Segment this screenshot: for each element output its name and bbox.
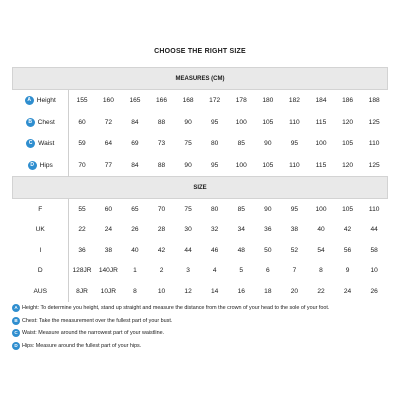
- letter-b-badge-icon: B: [26, 118, 35, 127]
- value-cell: 58: [370, 246, 378, 254]
- value-cell: 59: [78, 140, 86, 148]
- value-cell: 65: [131, 205, 139, 213]
- note-text: Hips: Measure around the fullest part of your hips.: [22, 342, 142, 349]
- value-cell: 40: [317, 226, 325, 234]
- value-cell: 3: [186, 267, 190, 275]
- value-cell: 72: [104, 118, 113, 126]
- note-text: Chest: Take the measurement over the fullest part of your bust.: [22, 317, 173, 324]
- value-cell: 20: [290, 287, 299, 295]
- value-cell: 115: [315, 161, 327, 169]
- value-cell: 165: [129, 97, 141, 105]
- value-cell: 105: [262, 161, 274, 169]
- size-row-aus: [13, 281, 388, 302]
- value-cell: 155: [76, 97, 88, 105]
- size-row-uk: [13, 220, 388, 241]
- value-cell: 10: [370, 267, 378, 275]
- value-cell: 77: [104, 161, 113, 169]
- value-cell: 84: [131, 161, 139, 169]
- size-label: D: [13, 261, 69, 282]
- value-cell: 180: [262, 97, 274, 105]
- letter-a-badge-icon: A: [12, 304, 20, 312]
- value-cell: 184: [315, 97, 327, 105]
- value-cell: 75: [184, 140, 192, 148]
- size-row-d: [13, 261, 388, 282]
- size-header: SIZE: [13, 177, 388, 199]
- value-cell: 186: [342, 97, 354, 105]
- value-cell: 24: [343, 287, 352, 295]
- value-cell: 90: [264, 205, 272, 213]
- value-cell: 8JR: [76, 287, 88, 295]
- measure-row-waist: [13, 133, 388, 155]
- value-cell: 69: [131, 140, 139, 148]
- value-cell: 85: [237, 205, 245, 213]
- value-cell: 1: [133, 267, 137, 275]
- value-cell: 30: [184, 226, 192, 234]
- measure-row-chest: [13, 112, 388, 134]
- size-label: UK: [13, 220, 69, 241]
- value-cell: 168: [182, 97, 194, 105]
- value-cell: 52: [290, 246, 299, 254]
- value-cell: 28: [157, 226, 166, 234]
- value-cell: 115: [315, 118, 327, 126]
- value-cell: 125: [368, 118, 380, 126]
- size-label: AUS: [13, 281, 69, 302]
- value-cell: 48: [237, 246, 245, 254]
- value-cell: 2: [159, 267, 164, 275]
- value-cell: 34: [237, 226, 245, 234]
- value-cell: 110: [289, 161, 300, 169]
- value-cell: 105: [342, 140, 354, 148]
- letter-d-badge-icon: D: [28, 161, 37, 170]
- value-cell: 55: [78, 205, 86, 213]
- letter-d-badge-icon: D: [12, 342, 20, 350]
- measure-label-cell: [13, 112, 69, 134]
- letter-c-badge-icon: C: [12, 329, 20, 337]
- measure-label: Height: [36, 97, 56, 105]
- value-cell: 110: [368, 140, 380, 148]
- value-cell: 42: [157, 246, 166, 254]
- value-cell: 84: [131, 118, 139, 126]
- value-cell: 32: [211, 226, 219, 234]
- letter-a-badge-icon: A: [25, 96, 34, 105]
- value-cell: 70: [78, 161, 86, 169]
- measure-label-cell: [13, 155, 69, 177]
- value-cell: 36: [78, 246, 86, 254]
- value-cell: 88: [157, 118, 166, 126]
- note-text: Waist: Measure around the narrowest part of your waistline.: [22, 330, 165, 337]
- value-cell: 5: [239, 267, 244, 275]
- size-label: F: [13, 199, 69, 220]
- value-cell: 100: [315, 140, 327, 148]
- note-hips: [12, 340, 392, 353]
- measure-label: Hips: [39, 161, 53, 169]
- value-cell: 26: [131, 226, 139, 234]
- measure-label: Waist: [38, 140, 55, 148]
- note-chest: [12, 315, 392, 328]
- value-cell: 95: [211, 161, 219, 169]
- value-cell: 60: [104, 205, 113, 213]
- measure-row-height: [13, 90, 388, 112]
- value-cell: 10JR: [100, 287, 117, 295]
- measure-label: Chest: [37, 118, 55, 126]
- letter-c-badge-icon: C: [26, 139, 35, 148]
- value-cell: 188: [368, 97, 380, 105]
- value-cell: 12: [184, 287, 192, 295]
- value-cell: 120: [342, 161, 354, 169]
- value-cell: 182: [288, 97, 300, 105]
- measure-label-cell: [13, 133, 69, 155]
- note-text: Height: To determine you height, stand up straight and measure the distance from the crown of your head to the sole of your foot.: [22, 305, 330, 312]
- value-cell: 22: [317, 287, 325, 295]
- value-cell: 73: [157, 140, 166, 148]
- measures-header: MEASURES (CM): [13, 68, 388, 90]
- value-cell: 110: [368, 205, 380, 213]
- value-cell: 120: [342, 118, 354, 126]
- value-cell: 80: [211, 205, 219, 213]
- value-cell: 128JR: [72, 267, 92, 275]
- value-cell: 75: [184, 205, 192, 213]
- value-cell: 8: [133, 287, 137, 295]
- note-height: [12, 302, 392, 315]
- size-label: I: [13, 240, 69, 261]
- value-cell: 166: [156, 97, 168, 105]
- value-cell: 95: [290, 140, 299, 148]
- value-cell: 80: [211, 140, 219, 148]
- measures-header-row: [13, 68, 388, 90]
- letter-b-badge-icon: B: [12, 317, 20, 325]
- value-cell: 95: [290, 205, 299, 213]
- value-cell: 38: [290, 226, 299, 234]
- value-cell: 100: [315, 205, 327, 213]
- value-cell: 18: [264, 287, 272, 295]
- value-cell: 50: [264, 246, 272, 254]
- value-cell: 140JR: [98, 267, 118, 275]
- measure-label-cell: [13, 90, 69, 112]
- measurement-notes: [12, 302, 392, 352]
- value-cell: 10: [157, 287, 166, 295]
- value-cell: 36: [264, 226, 272, 234]
- value-cell: 60: [78, 118, 86, 126]
- size-row-f: [13, 199, 388, 220]
- value-cell: 22: [78, 226, 86, 234]
- value-cell: 7: [292, 267, 297, 275]
- value-cell: 172: [209, 97, 221, 105]
- page-title: CHOOSE THE RIGHT SIZE: [154, 48, 246, 55]
- value-cell: 90: [184, 118, 192, 126]
- value-cell: 56: [343, 246, 352, 254]
- measure-row-hips: [13, 155, 388, 177]
- value-cell: 14: [211, 287, 219, 295]
- value-cell: 100: [235, 161, 247, 169]
- value-cell: 44: [184, 246, 192, 254]
- value-cell: 44: [370, 226, 378, 234]
- value-cell: 26: [370, 287, 378, 295]
- value-cell: 4: [212, 267, 217, 275]
- value-cell: 6: [266, 267, 270, 275]
- size-row-i: [13, 240, 388, 261]
- value-cell: 40: [131, 246, 139, 254]
- value-cell: 8: [319, 267, 323, 275]
- value-cell: 178: [235, 97, 247, 105]
- value-cell: 90: [184, 161, 192, 169]
- value-cell: 105: [342, 205, 354, 213]
- value-cell: 9: [345, 267, 350, 275]
- value-cell: 160: [102, 97, 114, 105]
- value-cell: 38: [104, 246, 113, 254]
- value-cell: 88: [157, 161, 166, 169]
- value-cell: 105: [262, 118, 274, 126]
- value-cell: 95: [211, 118, 219, 126]
- value-cell: 85: [237, 140, 245, 148]
- note-waist: [12, 327, 392, 340]
- value-cell: 46: [211, 246, 219, 254]
- value-cell: 42: [343, 226, 352, 234]
- value-cell: 100: [235, 118, 247, 126]
- value-cell: 16: [237, 287, 245, 295]
- size-chart-table: [12, 67, 388, 302]
- size-header-row: [13, 177, 388, 199]
- value-cell: 24: [104, 226, 113, 234]
- value-cell: 125: [368, 161, 380, 169]
- value-cell: 110: [289, 118, 300, 126]
- value-cell: 54: [317, 246, 325, 254]
- value-cell: 90: [264, 140, 272, 148]
- value-cell: 70: [157, 205, 166, 213]
- value-cell: 64: [104, 140, 113, 148]
